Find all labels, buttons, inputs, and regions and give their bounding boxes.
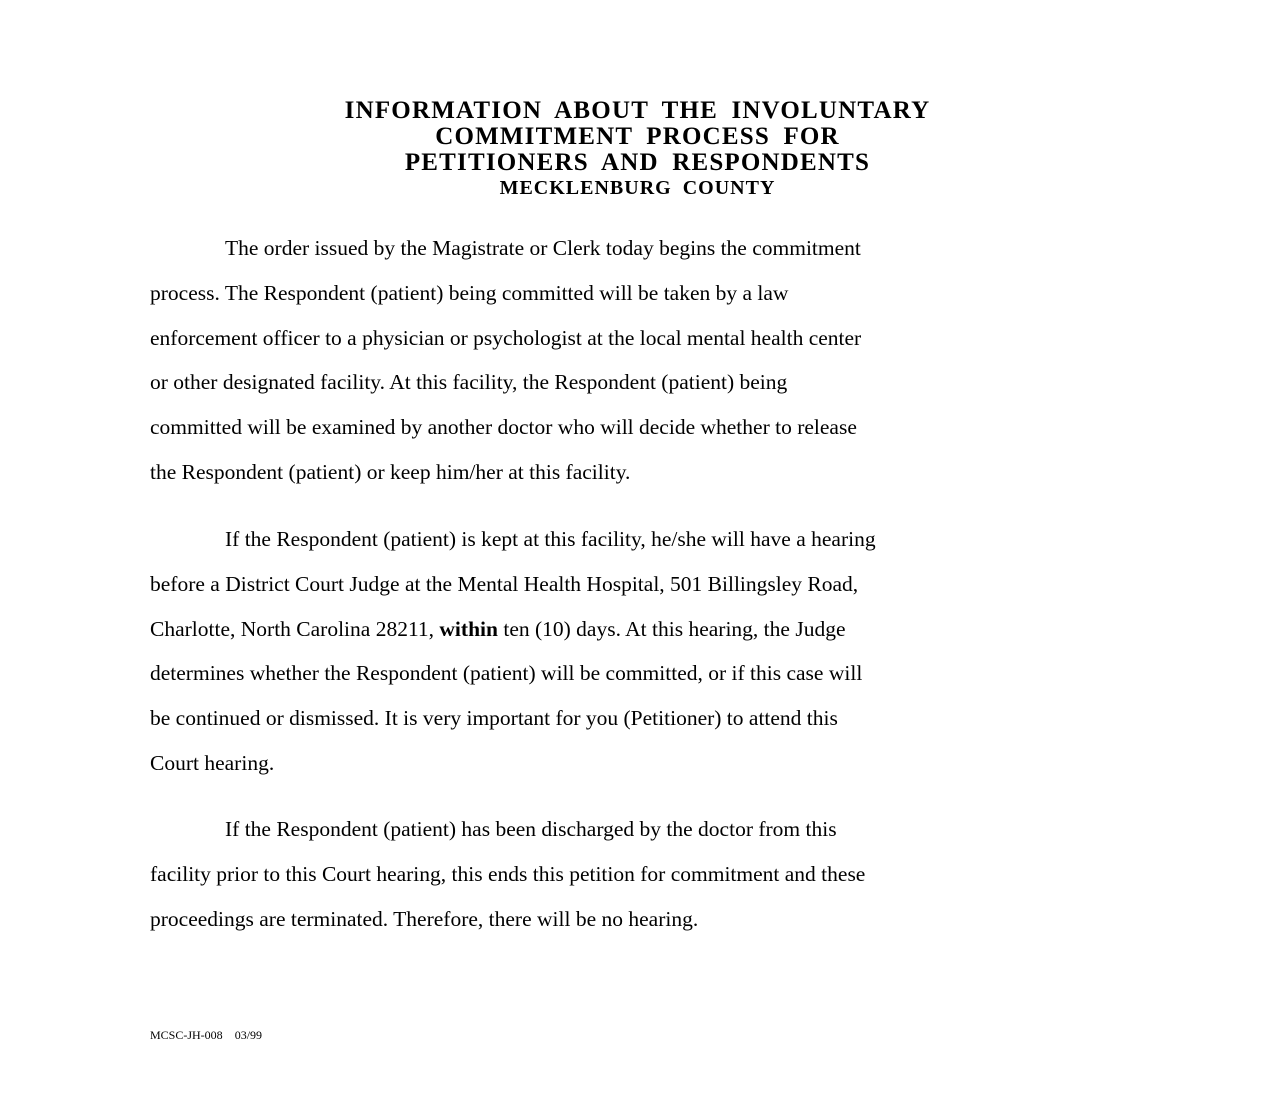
para-line: the Respondent (patient) or keep him/her at this facility.	[150, 459, 631, 484]
form-footer	[150, 1028, 262, 1043]
emphasis-within: within	[439, 616, 498, 641]
para-line: determines whether the Respondent (patient) will be committed, or if this case will	[150, 661, 863, 686]
para-line: enforcement officer to a physician or psychologist at the local mental health center	[150, 325, 862, 350]
form-number: MCSC-JH-008	[150, 1028, 223, 1042]
para-line: committed will be examined by another doctor who will decide whether to release	[150, 415, 857, 440]
title-line-1: INFORMATION ABOUT THE INVOLUNTARY	[344, 97, 931, 124]
para-line: facility prior to this Court hearing, this ends this petition for commitment and these	[150, 861, 866, 886]
paragraph-court-hearing	[150, 517, 1125, 786]
title-line-3: PETITIONERS AND RESPONDENTS	[404, 149, 871, 176]
document-title	[0, 98, 1275, 200]
para-line: be continued or dismissed. It is very important for you (Petitioner) to attend this	[150, 706, 838, 731]
para-line: process. The Respondent (patient) being committed will be taken by a law	[150, 280, 789, 305]
paragraph-discharge	[150, 807, 1125, 941]
form-date: 03/99	[234, 1028, 263, 1042]
para-line: Court hearing.	[150, 750, 275, 775]
para-line: or other designated facility. At this facility, the Respondent (patient) being	[150, 370, 788, 395]
para-line: The order issued by the Magistrate or Clerk today begins the commitment	[225, 236, 861, 260]
para-line: If the Respondent (patient) is kept at this facility, he/she will have a hearing	[225, 527, 876, 551]
title-county: MECKLENBURG COUNTY	[499, 177, 776, 199]
title-line-2: COMMITMENT PROCESS FOR	[435, 123, 840, 150]
para-line: before a District Court Judge at the Mental Health Hospital, 501 Billingsley Road,	[150, 571, 859, 596]
para-line: proceedings are terminated. Therefore, there will be no hearing.	[150, 906, 699, 931]
para-line: If the Respondent (patient) has been discharged by the doctor from this	[225, 817, 837, 841]
para-line: Charlotte, North Carolina 28211, within ten (10) days. At this hearing, the Judge	[150, 616, 846, 641]
paragraph-commitment-order	[150, 226, 1125, 495]
